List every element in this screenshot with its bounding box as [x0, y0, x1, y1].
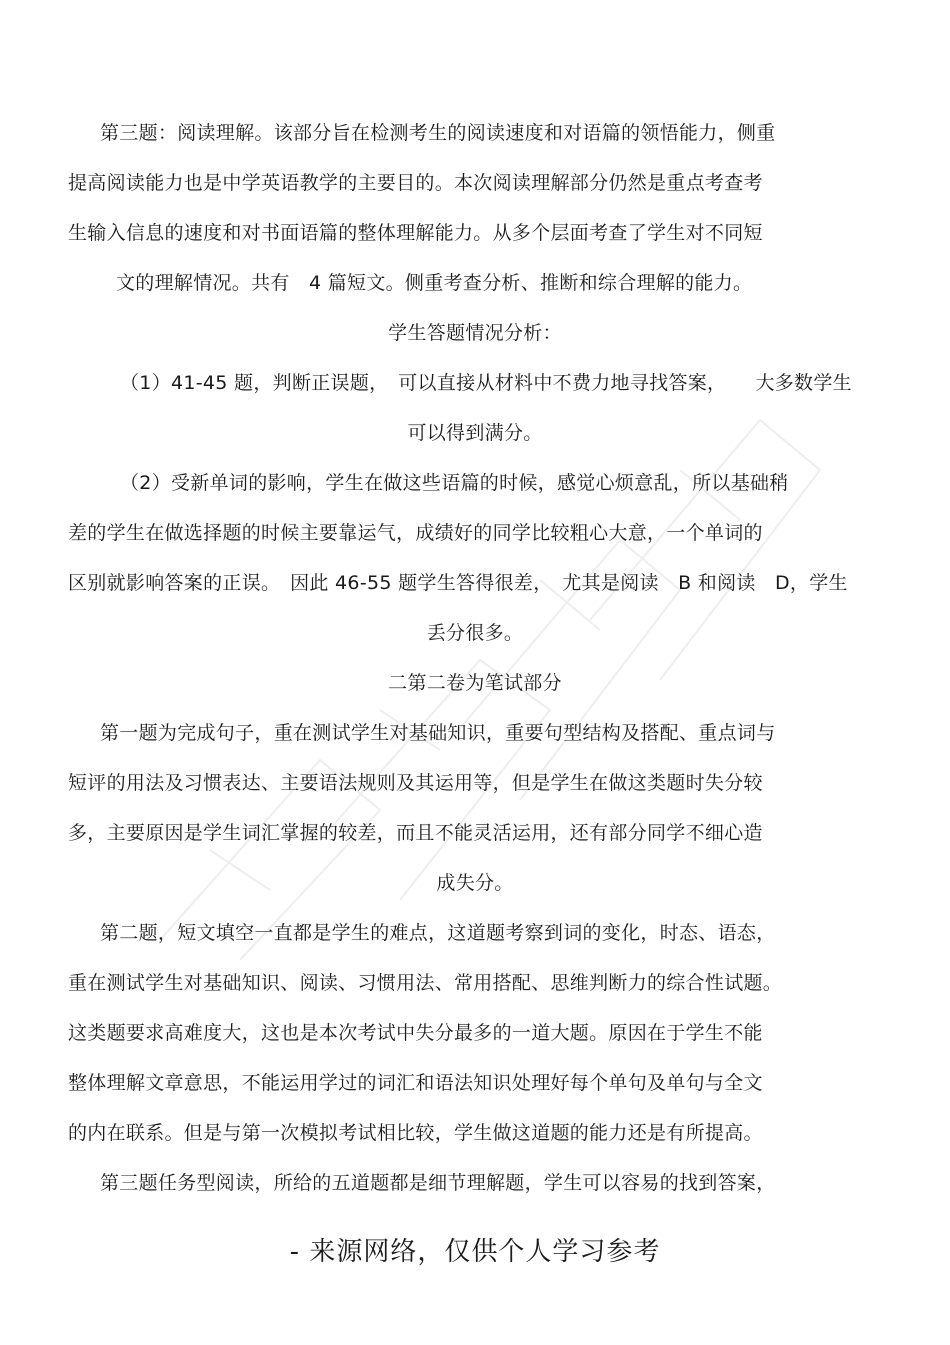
section-heading-written: 二第二卷为笔试部分 [388, 672, 562, 694]
text-line-4: 文的理解情况。共有 4 篇短文。侧重考查分析、推断和综合理解的能力。 [116, 272, 753, 294]
text-line-19: 这类题要求高难度大，这也是本次考试中失分最多的一道大题。原因在于学生不能 [68, 1022, 763, 1044]
text-line-11: 丢分很多。 [426, 622, 524, 644]
text-line-22: 第三题任务型阅读，所给的五道题都是细节理解题，学生可以容易的找到答案， [100, 1172, 776, 1194]
text-line-20: 整体理解文章意思，不能运用学过的词汇和语法知识处理好每个单句及单句与全文 [68, 1072, 763, 1094]
text-line-6: （1）41-45 题，判断正误题， 可以直接从材料中不费力地寻找答案， 大多数学生 [120, 372, 852, 394]
text-line-9: 差的学生在做选择题的时候主要靠运气，成绩好的同学比较粗心大意，一个单词的 [68, 522, 763, 544]
text-line-2: 提高阅读能力也是中学英语教学的主要目的。本次阅读理解部分仍然是重点考查考 [68, 172, 763, 194]
text-line-8: （2）受新单词的影响，学生在做这些语篇的时候，感觉心烦意乱，所以基础稍 [120, 472, 789, 494]
text-line-18: 重在测试学生对基础知识、阅读、习惯用法、常用搭配、思维判断力的综合性试题。 [68, 972, 783, 994]
section-heading-analysis: 学生答题情况分析： [388, 322, 562, 344]
text-line-15: 多，主要原因是学生词汇掌握的较差，而且不能灵活运用，还有部分同学不细心造 [68, 822, 763, 844]
text-line-16: 成失分。 [436, 872, 514, 894]
text-line-1: 第三题：阅读理解。该部分旨在检测考生的阅读速度和对语篇的领悟能力，侧重 [100, 122, 776, 144]
text-line-14: 短评的用法及习惯表达、主要语法规则及其运用等，但是学生在做这类题时失分较 [68, 772, 763, 794]
text-line-13: 第一题为完成句子，重在测试学生对基础知识，重要句型结构及搭配、重点词与 [100, 722, 776, 744]
text-line-3: 生输入信息的速度和对书面语篇的整体理解能力。从多个层面考查了学生对不同短 [68, 222, 763, 244]
text-line-10: 区别就影响答案的正误。 因此 46-55 题学生答得很差， 尤其是阅读 B 和阅读 D，学生 [68, 572, 848, 594]
text-line-21: 的内在联系。但是与第一次模拟考试相比较，学生做这道题的能力还是有所提高。 [68, 1122, 763, 1144]
footer-source-note: - 来源网络，仅供个人学习参考 [289, 1237, 661, 1267]
text-line-17: 第二题，短文填空一直都是学生的难点，这道题考察到词的变化，时态、语态， [100, 922, 776, 944]
text-line-7: 可以得到满分。 [407, 422, 543, 444]
